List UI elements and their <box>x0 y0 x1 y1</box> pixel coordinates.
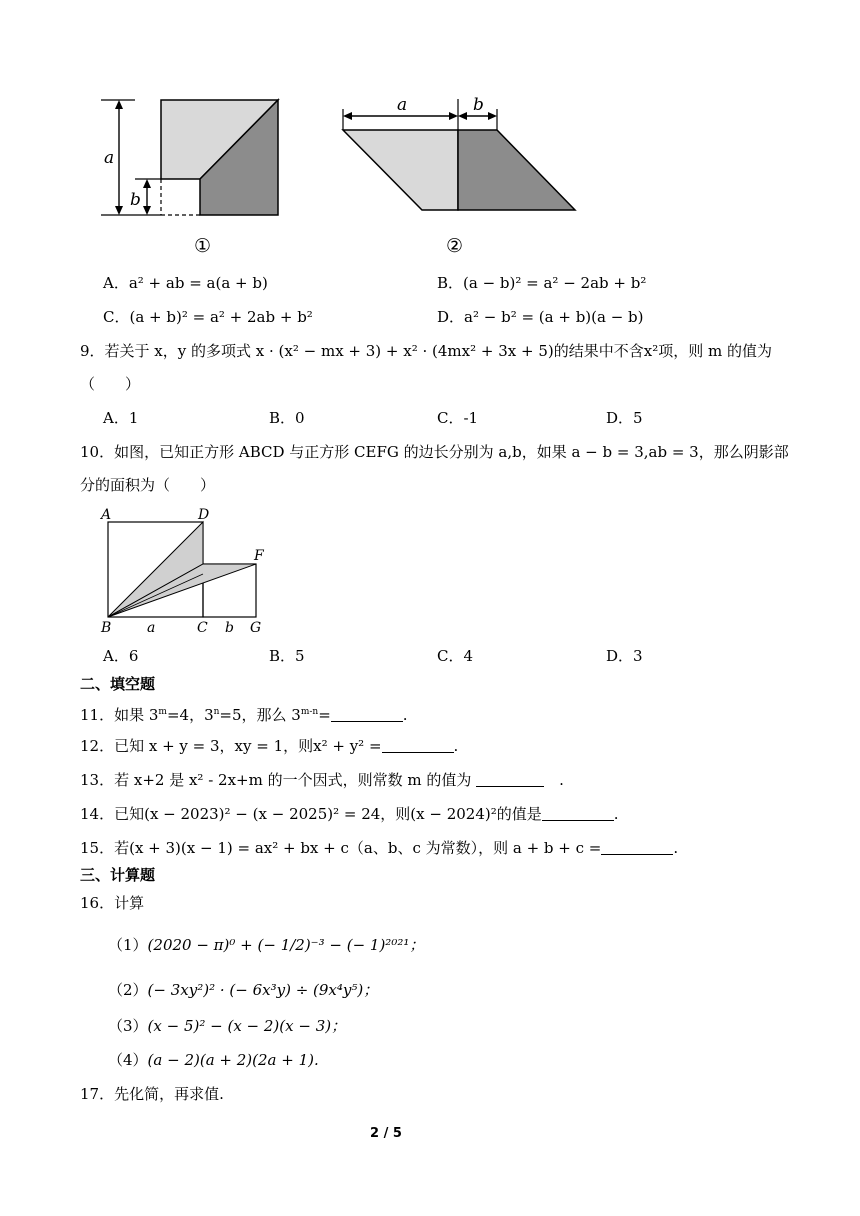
fig2-caption: ② <box>446 235 464 257</box>
q13: 13．若 x+2 是 x² - 2x+m 的一个因式，则常数 m 的值为 . <box>80 771 564 789</box>
q10-label-G: G <box>250 620 262 636</box>
q10-shaded-region <box>108 522 203 617</box>
q9-paren: （ ） <box>80 375 141 393</box>
q10-label-D: D <box>198 507 210 523</box>
q10-option-d: D．3 <box>606 647 643 665</box>
q11-answer-blank[interactable] <box>331 707 403 722</box>
q9-option-b: B．0 <box>269 409 305 427</box>
q16-title: 16．计算 <box>80 894 145 912</box>
q16-part2: （2）(− 3xy²)² · (− 6x³y) ÷ (9x⁴y⁵)； <box>108 981 379 999</box>
q9-option-d: D．5 <box>606 409 643 427</box>
q13-answer-blank[interactable] <box>476 772 544 787</box>
fig1-label-b: b <box>130 190 141 210</box>
q9-option-a: A．1 <box>103 409 139 427</box>
q10-label-A: A <box>101 507 112 523</box>
q10-option-b: B．5 <box>269 647 305 665</box>
q12-answer-blank[interactable] <box>382 738 454 753</box>
fig2-light-region <box>343 130 458 210</box>
q16-part4: （4）(a − 2)(a + 2)(2a + 1). <box>108 1051 319 1069</box>
fig2-label-a: a <box>397 95 408 115</box>
q10-label-B: B <box>101 620 112 636</box>
fig1-label-a: a <box>104 148 115 168</box>
q14-answer-blank[interactable] <box>542 806 614 821</box>
q9-text: 9．若关于 x，y 的多项式 x · (x² − mx + 3) + x² · (4mx² + 3x + 5)的结果中不含x²项，则 m 的值为 <box>80 342 772 360</box>
q10-label-C: C <box>197 620 208 636</box>
q12: 12．已知 x + y = 3，xy = 1，则x² + y² = . <box>80 737 459 755</box>
fig2-label-b: b <box>473 95 484 115</box>
q11: 11．如果 $3^m=4$，$3^n=5$，那么 $3^{m-n}=$ . <box>80 706 408 724</box>
q10-option-c: C．4 <box>437 647 474 665</box>
q8-option-d: D．a² − b² = (a + b)(a − b) <box>437 308 644 326</box>
q9-option-c: C．-1 <box>437 409 479 427</box>
q10-line2: 分的面积为（ ） <box>80 476 216 494</box>
q15: 15．若(x + 3)(x − 1) = ax² + bx + c（a、b、c 为常数），则 a + b + c = . <box>80 839 679 857</box>
fig2-dark-region <box>458 130 575 210</box>
q8-option-c: C．(a + b)² = a² + 2ab + b² <box>103 308 313 326</box>
q17: 17．先化简，再求值. <box>80 1085 224 1103</box>
q14: 14．已知(x − 2023)² − (x − 2025)² = 24，则(x − 2024)²的值是 . <box>80 805 619 823</box>
section-heading-fill-in: 二、填空题 <box>80 675 156 693</box>
fig1-caption: ① <box>194 235 212 257</box>
q15-answer-blank[interactable] <box>601 840 673 855</box>
section-heading-calculation: 三、计算题 <box>80 866 156 884</box>
q10-label-b: b <box>225 620 234 636</box>
q10-line1: 10．如图，已知正方形 ABCD 与正方形 CEFG 的边长分别为 a,b，如果 a − b = 3,ab = 3，那么阴影部 <box>80 443 789 461</box>
q8-option-a: A．a² + ab = a(a + b) <box>103 274 268 292</box>
q10-label-F: F <box>254 548 264 564</box>
page-number: 2 / 5 <box>370 1126 402 1141</box>
q8-option-b: B．(a − b)² = a² − 2ab + b² <box>437 274 647 292</box>
q10-option-a: A．6 <box>103 647 139 665</box>
q16-part1: （1）(2020 − π)⁰ + (− 1/2)⁻³ − (− 1)²⁰²¹； <box>108 936 425 954</box>
figure-1 <box>95 95 285 265</box>
q10-figure <box>97 505 277 640</box>
q16-part3: （3）(x − 5)² − (x − 2)(x − 3)； <box>108 1017 347 1035</box>
q10-label-a: a <box>147 620 156 636</box>
figure-2 <box>335 95 585 265</box>
